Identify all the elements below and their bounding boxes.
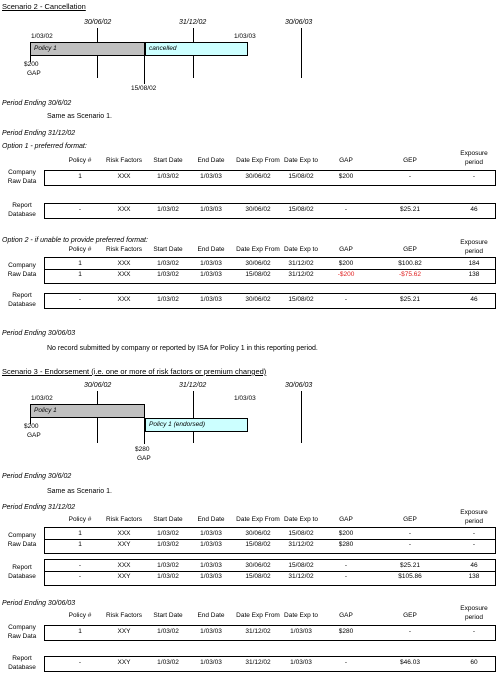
table-cell: XXX	[117, 530, 131, 537]
table-cell: 1	[78, 271, 82, 278]
table-cell: -	[344, 562, 348, 569]
table-cell: $280	[338, 628, 354, 635]
column-header: Date Exp From	[236, 157, 280, 164]
endorsed-gap-label: GAP	[137, 455, 151, 462]
table-cell: 1/03/03	[200, 173, 222, 180]
cancel-date: 15/08/02	[131, 85, 157, 92]
row-label: Database	[8, 572, 36, 580]
option1-heading: Option 1 - preferred format:	[2, 143, 87, 150]
column-header: Date Exp to	[284, 246, 318, 253]
table-cell: XXY	[117, 659, 131, 666]
table-cell: XXX	[117, 562, 131, 569]
same-as-note: Same as Scenario 1.	[47, 488, 112, 495]
same-as-note: Same as Scenario 1.	[47, 113, 112, 120]
table-cell: XXY	[117, 573, 131, 580]
table-cell: 1/03/02	[157, 206, 179, 213]
column-header: Risk Factors	[105, 516, 143, 523]
gap-label: GAP	[27, 70, 41, 77]
column-header: GEP	[403, 516, 417, 523]
table-cell: $25.21	[400, 296, 420, 303]
cancelled-bar: cancelled	[145, 42, 248, 56]
table-cell: -	[472, 628, 476, 635]
column-header: Date Exp to	[284, 612, 318, 619]
table-cell: 30/06/02	[245, 296, 271, 303]
table-cell: $100.82	[398, 260, 422, 267]
cancel-tick	[144, 56, 145, 84]
timeline-date-1: 30/06/02	[84, 382, 112, 389]
table-cell: 31/12/02	[288, 271, 314, 278]
table-cell: 15/08/02	[288, 206, 314, 213]
row-label: Report	[12, 563, 32, 571]
gap-label: GAP	[27, 432, 41, 439]
period-heading: Period Ending 30/6/02	[2, 473, 72, 480]
column-header: End Date	[197, 612, 225, 619]
table-cell: $25.21	[400, 206, 420, 213]
table-cell: 1/03/02	[157, 296, 179, 303]
table-cell: -$75.62	[398, 271, 422, 278]
column-header: GAP	[339, 516, 353, 523]
table-cell: 1/03/03	[200, 562, 222, 569]
table-cell: 1	[78, 260, 82, 267]
table-cell: 31/12/02	[245, 659, 271, 666]
table-cell: 60	[470, 659, 478, 666]
column-header: Risk Factors	[105, 246, 143, 253]
table-cell: $25.21	[400, 562, 420, 569]
column-header: Date Exp From	[236, 516, 280, 523]
table-cell: 31/12/02	[288, 573, 314, 580]
row-label: Raw Data	[7, 633, 37, 640]
table-cell: 1/03/02	[157, 173, 179, 180]
policy-start-date: 1/03/02	[31, 395, 53, 402]
table-cell: $200	[338, 173, 354, 180]
table-cell: 46	[470, 562, 478, 569]
timeline-date-3: 30/06/03	[285, 382, 313, 389]
column-header: GAP	[339, 157, 353, 164]
row-label: Report	[12, 655, 32, 662]
table-cell: 30/06/02	[245, 260, 271, 267]
column-header: GEP	[403, 612, 417, 619]
table-cell: 1/03/03	[200, 628, 222, 635]
table-cell: 30/06/02	[245, 173, 271, 180]
table-cell: 1/03/02	[157, 541, 179, 548]
column-header: Date Exp to	[284, 516, 318, 523]
row-label: Database	[8, 211, 36, 218]
table-cell: 184	[468, 260, 480, 267]
table-cell: 1/03/02	[157, 562, 179, 569]
policy-start-date: 1/03/02	[31, 33, 53, 40]
table-cell: -	[344, 573, 348, 580]
table-cell: -	[408, 173, 412, 180]
column-header: Policy #	[68, 157, 92, 164]
table-cell: -	[408, 530, 412, 537]
row-label: Company	[8, 169, 36, 176]
timeline-date-3: 30/06/03	[285, 19, 313, 26]
table-cell: $280	[338, 541, 354, 548]
table-cell: -	[344, 296, 348, 303]
column-header: Risk Factors	[105, 157, 143, 164]
table-cell: 1	[78, 173, 82, 180]
table-cell: 1/03/02	[157, 530, 179, 537]
timeline-date-1: 30/06/02	[84, 19, 112, 26]
option2-heading: Option 2 - if unable to provide preferred format:	[2, 237, 148, 244]
column-header: End Date	[197, 516, 225, 523]
table-cell: 138	[468, 573, 480, 580]
policy-end-date: 1/03/03	[234, 33, 256, 40]
column-header: Exposure	[460, 150, 488, 157]
table-cell: XXY	[117, 628, 131, 635]
table-cell: 15/08/02	[288, 296, 314, 303]
row-divider	[44, 269, 496, 270]
timeline-marker	[193, 391, 194, 443]
table-cell: 31/12/02	[288, 541, 314, 548]
policy-bar: Policy 1	[30, 404, 145, 418]
table-cell: $105.86	[398, 573, 422, 580]
column-header: Policy #	[68, 612, 92, 619]
column-header: period	[464, 159, 484, 166]
column-header: Start Date	[153, 612, 183, 619]
column-header: GEP	[403, 246, 417, 253]
table-cell: XXY	[117, 541, 131, 548]
column-header: Exposure	[460, 239, 488, 246]
table-cell: 15/08/02	[245, 573, 271, 580]
table-cell: 1/03/03	[200, 573, 222, 580]
table-cell: 15/08/02	[245, 541, 271, 548]
table-cell: 1/03/03	[200, 530, 222, 537]
period-heading: Period Ending 30/06/03	[2, 600, 76, 607]
table-cell: 30/06/02	[245, 206, 271, 213]
column-header: Date Exp From	[236, 612, 280, 619]
column-header: Risk Factors	[105, 612, 143, 619]
column-header: Policy #	[68, 516, 92, 523]
table-cell: 1/03/02	[157, 260, 179, 267]
table-cell: -	[472, 541, 476, 548]
table-cell: $46.03	[400, 659, 420, 666]
column-header: period	[464, 518, 484, 525]
table-cell: 15/08/02	[288, 530, 314, 537]
gap-amount: $200	[24, 61, 39, 68]
table-cell: 1/03/03	[290, 659, 312, 666]
column-header: GAP	[339, 246, 353, 253]
column-header: Start Date	[153, 157, 183, 164]
table-cell: 1/03/03	[200, 271, 222, 278]
timeline-date-2: 31/12/02	[179, 382, 207, 389]
row-label: Raw Data	[7, 178, 37, 185]
scenario2-title: Scenario 2 - Cancellation	[2, 2, 86, 11]
table-cell: 1	[78, 541, 82, 548]
table-cell: 1/03/03	[200, 260, 222, 267]
table-cell: 46	[470, 296, 478, 303]
table-cell: 31/12/02	[288, 260, 314, 267]
table-cell: $200	[338, 530, 354, 537]
column-header: Date Exp to	[284, 157, 318, 164]
column-header: period	[464, 248, 484, 255]
table-cell: 1/03/03	[290, 628, 312, 635]
timeline-date-2: 31/12/02	[179, 19, 207, 26]
table-cell: 1/03/02	[157, 659, 179, 666]
timeline-marker	[301, 28, 302, 78]
table-cell: 1/03/03	[200, 541, 222, 548]
table-cell: XXX	[117, 206, 131, 213]
table-cell: 1/03/02	[157, 271, 179, 278]
row-divider	[44, 571, 496, 572]
table-cell: -	[78, 206, 82, 213]
table-cell: XXX	[117, 271, 131, 278]
table-cell: -	[78, 659, 82, 666]
no-record-note: No record submitted by company or reported by ISA for Policy 1 in this reporting period.	[47, 345, 318, 352]
table-cell: 1/03/02	[157, 573, 179, 580]
column-header: period	[464, 614, 484, 621]
table-cell: XXX	[117, 260, 131, 267]
column-header: GAP	[339, 612, 353, 619]
column-header: Exposure	[460, 605, 488, 612]
column-header: Start Date	[153, 246, 183, 253]
period-heading: Period Ending 30/6/02	[2, 100, 72, 107]
table-cell: 15/08/02	[288, 173, 314, 180]
period-heading: Period Ending 31/12/02	[2, 130, 76, 137]
table-cell: -	[472, 530, 476, 537]
gap-amount: $200	[24, 423, 39, 430]
table-cell: 1/03/03	[200, 296, 222, 303]
table-cell: 138	[468, 271, 480, 278]
timeline-marker	[301, 391, 302, 443]
endorse-tick	[144, 418, 145, 444]
table-cell: -	[344, 206, 348, 213]
column-header: Start Date	[153, 516, 183, 523]
column-header: Policy #	[68, 246, 92, 253]
policy-end-date: 1/03/03	[234, 395, 256, 402]
endorsed-bar: Policy 1 (endorsed)	[145, 418, 248, 432]
table-cell: -	[78, 296, 82, 303]
table-cell: 1	[78, 628, 82, 635]
table-cell: -	[408, 541, 412, 548]
table-cell: 1	[78, 530, 82, 537]
table-cell: 30/06/02	[245, 530, 271, 537]
table-cell: -	[78, 573, 82, 580]
table-cell: -	[408, 628, 412, 635]
policy-bar: Policy 1	[30, 42, 145, 56]
table-cell: 1/03/03	[200, 206, 222, 213]
row-label: Company	[8, 531, 36, 539]
row-divider	[44, 539, 496, 540]
period-heading: Period Ending 31/12/02	[2, 504, 76, 511]
scenario3-title: Scenario 3 - Endorsement (i.e. one or more of risk factors or premium changed)	[2, 367, 267, 376]
table-cell: 1/03/02	[157, 628, 179, 635]
column-header: End Date	[197, 246, 225, 253]
table-cell: 1/03/03	[200, 659, 222, 666]
row-label: Database	[8, 301, 36, 308]
table-cell: 46	[470, 206, 478, 213]
table-cell: $200	[338, 260, 354, 267]
table-cell: -	[78, 562, 82, 569]
row-label: Raw Data	[7, 270, 37, 278]
table-cell: XXX	[117, 296, 131, 303]
table-cell: 31/12/02	[245, 628, 271, 635]
row-label: Raw Data	[7, 540, 37, 548]
row-label: Report	[12, 292, 32, 299]
table-cell: -$200	[337, 271, 355, 278]
row-label: Company	[8, 624, 36, 631]
table-cell: 15/08/02	[288, 562, 314, 569]
table-cell: XXX	[117, 173, 131, 180]
column-header: Exposure	[460, 509, 488, 516]
row-label: Company	[8, 261, 36, 269]
column-header: End Date	[197, 157, 225, 164]
period-heading: Period Ending 30/06/03	[2, 330, 76, 337]
table-cell: 15/08/02	[245, 271, 271, 278]
column-header: Date Exp From	[236, 246, 280, 253]
row-label: Database	[8, 664, 36, 671]
column-header: GEP	[403, 157, 417, 164]
table-cell: 30/06/02	[245, 562, 271, 569]
endorsed-gap-amount: $280	[135, 446, 150, 453]
table-cell: -	[472, 173, 476, 180]
table-cell: -	[344, 659, 348, 666]
row-label: Report	[12, 202, 32, 209]
